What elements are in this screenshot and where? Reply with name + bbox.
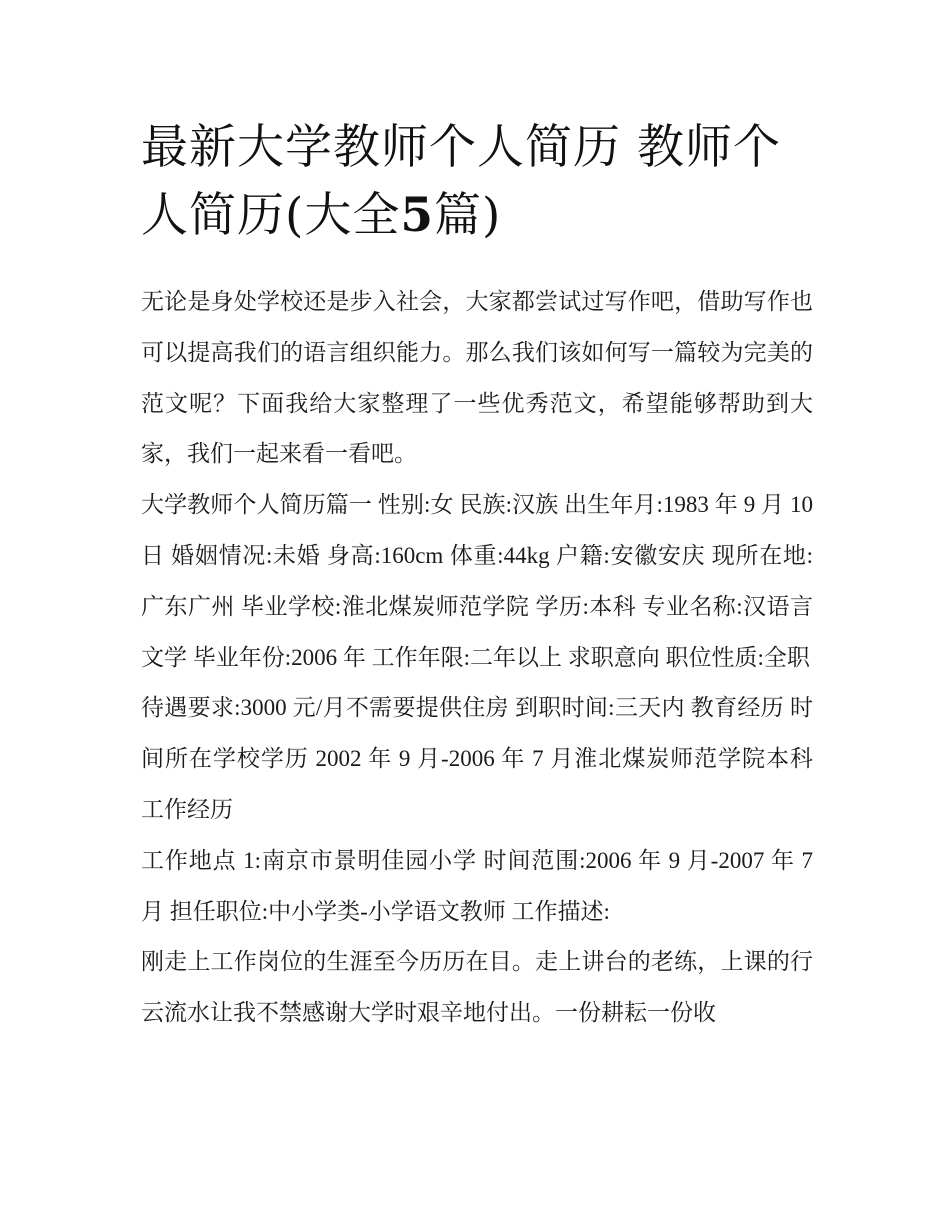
- work-description-paragraph: 刚走上工作岗位的生涯至今历历在目。走上讲台的老练，上课的行云流水让我不禁感谢大学时艰辛地付出。一份耕耘一份收: [141, 949, 813, 1026]
- intro-paragraph: 无论是身处学校还是步入社会，大家都尝试过写作吧，借助写作也可以提高我们的语言组织能力。那么我们该如何写一篇较为完美的范文呢？下面我给大家整理了一些优秀范文，希望能够帮助到大家，我们一起来看一看吧。: [141, 289, 813, 467]
- resume-education-paragraph: 待遇要求:3000 元/月不需要提供住房 到职时间:三天内 教育经历 时间所在学校学历 2002 年 9 月-2006 年 7 月淮北煤炭师范学院本科 工作经历: [141, 695, 813, 822]
- document-title: [141, 114, 821, 250]
- title-text: 最新大学教师个人简历 教师个人简历(大全: [141, 120, 781, 243]
- title-number: 5: [400, 188, 435, 243]
- title-text-end: 篇): [434, 188, 502, 243]
- document-body: [141, 277, 813, 1039]
- resume-basic-info-paragraph: 大学教师个人简历篇一 性别:女 民族:汉族 出生年月:1983 年 9 月 10 日 婚姻情况:未婚 身高:160cm 体重:44kg 户籍:安徽安庆 现所在地:广东广州 毕业学校:淮北煤炭师范学院 学历:本科 专业名称:汉语言文学 毕业年份:2006 年 工作年限:二年以上 求职意向 职位性质:全职: [141, 492, 813, 670]
- resume-work-paragraph: 工作地点 1:南京市景明佳园小学 时间范围:2006 年 9 月-2007 年 7 月 担任职位:中小学类-小学语文教师 工作描述:: [141, 847, 813, 924]
